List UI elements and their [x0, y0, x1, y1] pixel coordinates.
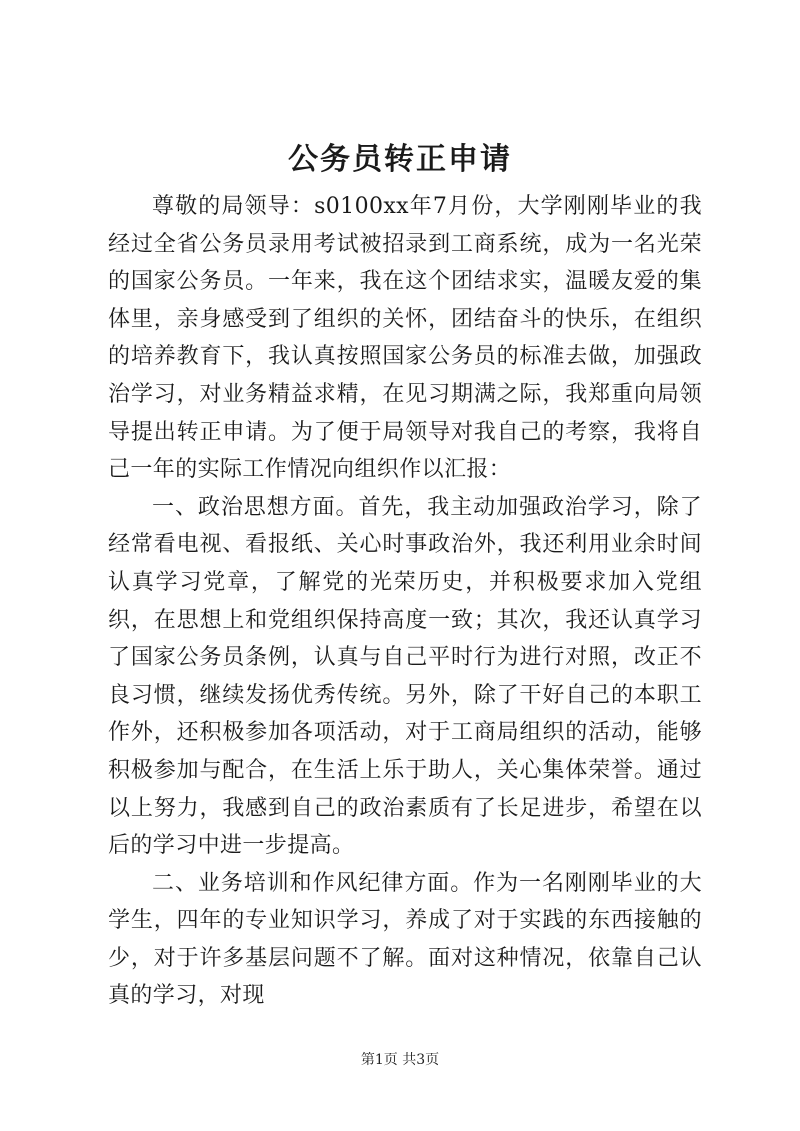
paragraph-training: 二、业务培训和作风纪律方面。作为一名刚刚毕业的大学生，四年的专业知识学习，养成了对于实践的东西接触的少，对于许多基层问题不了解。面对这种情况，依靠自己认真的学习，对现 [108, 870, 702, 1009]
paragraph-political: 一、政治思想方面。首先，我主动加强政治学习，除了经常看电视、看报纸、关心时事政治外，我还利用业余时间认真学习党章，了解党的光荣历史，并积极要求加入党组织，在思想上和党组织保持高度一致；其次，我还认真学习了国家公务员条例，认真与自己平时行为进行对照，改正不良习惯，继续发扬优秀传统。另外，除了干好自己的本职工作外，还积极参加各项活动，对于工商局组织的活动，能够积极参加与配合，在生活上乐于助人，关心集体荣誉。通过以上努力，我感到自己的政治素质有了长足进步，希望在以后的学习中进一步提高。 [108, 494, 702, 859]
document-title: 公务员转正申请 [288, 142, 512, 177]
document-body [108, 188, 702, 1015]
paragraph-intro: 尊敬的局领导：s0100xx年7月份，大学刚刚毕业的我经过全省公务员录用考试被招录到工商系统，成为一名光荣的国家公务员。一年来，我在这个团结求实，温暖友爱的集体里，亲身感受到了组织的关怀，团结奋斗的快乐，在组织的培养教育下，我认真按照国家公务员的标准去做，加强政治学习，对业务精益求精，在见习期满之际，我郑重向局领导提出转正申请。为了便于局领导对我自己的考察，我将自己一年的实际工作情况向组织作以汇报： [108, 194, 702, 483]
page-number-footer: 第1页 共3页 [360, 1052, 440, 1068]
